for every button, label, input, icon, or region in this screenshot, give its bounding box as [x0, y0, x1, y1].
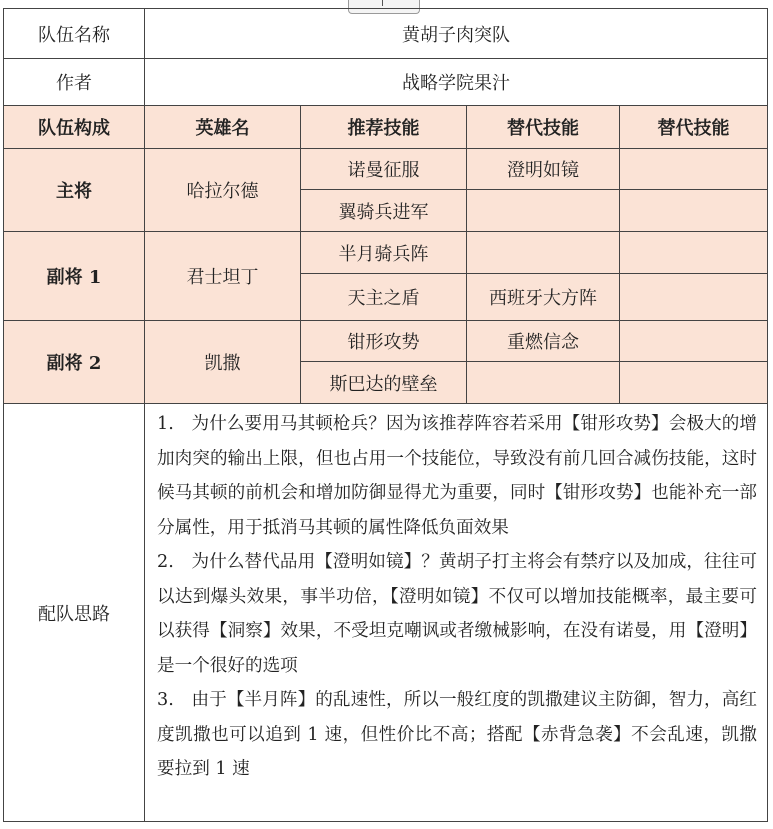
col-header-recommended-skill: 推荐技能	[301, 106, 467, 149]
skill-cell: 斯巴达的壁垒	[301, 362, 467, 404]
strategy-point-1: 1. 为什么要用马其顿枪兵？因为该推荐阵容若采用【钳形攻势】会极大的增加肉突的输出上限，但也占用一个技能位，导致没有前几回合减伤技能，这时候马其顿的前机会和增加防御显得尤为重要，同时【钳形攻势】也能补充一部分属性，用于抵消马其顿的属性降低负面效果	[157, 414, 757, 538]
alt-skill-cell	[620, 149, 768, 190]
lineup-table	[3, 8, 768, 822]
col-header-composition: 队伍构成	[4, 106, 145, 149]
strategy-label: 配队思路	[4, 404, 145, 822]
author-value: 战略学院果汁	[145, 59, 768, 106]
alt-skill-cell	[467, 362, 620, 404]
alt-skill-cell	[620, 362, 768, 404]
team-name-value: 黄胡子肉突队	[145, 9, 768, 59]
alt-skill-cell	[620, 232, 768, 274]
role-vice-general-2: 副将 2	[4, 321, 145, 404]
alt-skill-cell	[467, 232, 620, 274]
role-vice-general-1: 副将 1	[4, 232, 145, 321]
hero-vice-general-1: 君士坦丁	[145, 232, 301, 321]
alt-skill-cell: 西班牙大方阵	[467, 274, 620, 321]
skill-cell: 翼骑兵进军	[301, 190, 467, 232]
strategy-notes	[145, 404, 768, 822]
alt-skill-cell	[620, 274, 768, 321]
role-main-general: 主将	[4, 149, 145, 232]
hero-main-general: 哈拉尔德	[145, 149, 301, 232]
skill-cell: 半月骑兵阵	[301, 232, 467, 274]
alt-skill-cell: 重燃信念	[467, 321, 620, 362]
team-name-label: 队伍名称	[4, 9, 145, 59]
strategy-point-3: 3. 由于【半月阵】的乱速性，所以一般红度的凯撒建议主防御，智力，高红度凯撒也可以追到 1 速，但性价比不高；搭配【赤背急袭】不会乱速，凯撒要拉到 1 速	[157, 690, 757, 779]
skill-cell: 天主之盾	[301, 274, 467, 321]
col-header-hero: 英雄名	[145, 106, 301, 149]
alt-skill-cell: 澄明如镜	[467, 149, 620, 190]
strategy-point-2: 2. 为什么替代品用【澄明如镜】？黄胡子打主将会有禁疗以及加成，往往可以达到爆头效果，事半功倍，【澄明如镜】不仅可以增加技能概率，最主要可以获得【洞察】效果，不受坦克嘲讽或者缴械影响，在没有诺曼，用【澄明】是一个很好的选项	[157, 552, 757, 676]
alt-skill-cell	[467, 190, 620, 232]
skill-cell: 诺曼征服	[301, 149, 467, 190]
hero-vice-general-2: 凯撒	[145, 321, 301, 404]
col-header-alt-skill-2: 替代技能	[620, 106, 768, 149]
author-label: 作者	[4, 59, 145, 106]
alt-skill-cell	[620, 321, 768, 362]
alt-skill-cell	[620, 190, 768, 232]
col-header-alt-skill-1: 替代技能	[467, 106, 620, 149]
skill-cell: 钳形攻势	[301, 321, 467, 362]
